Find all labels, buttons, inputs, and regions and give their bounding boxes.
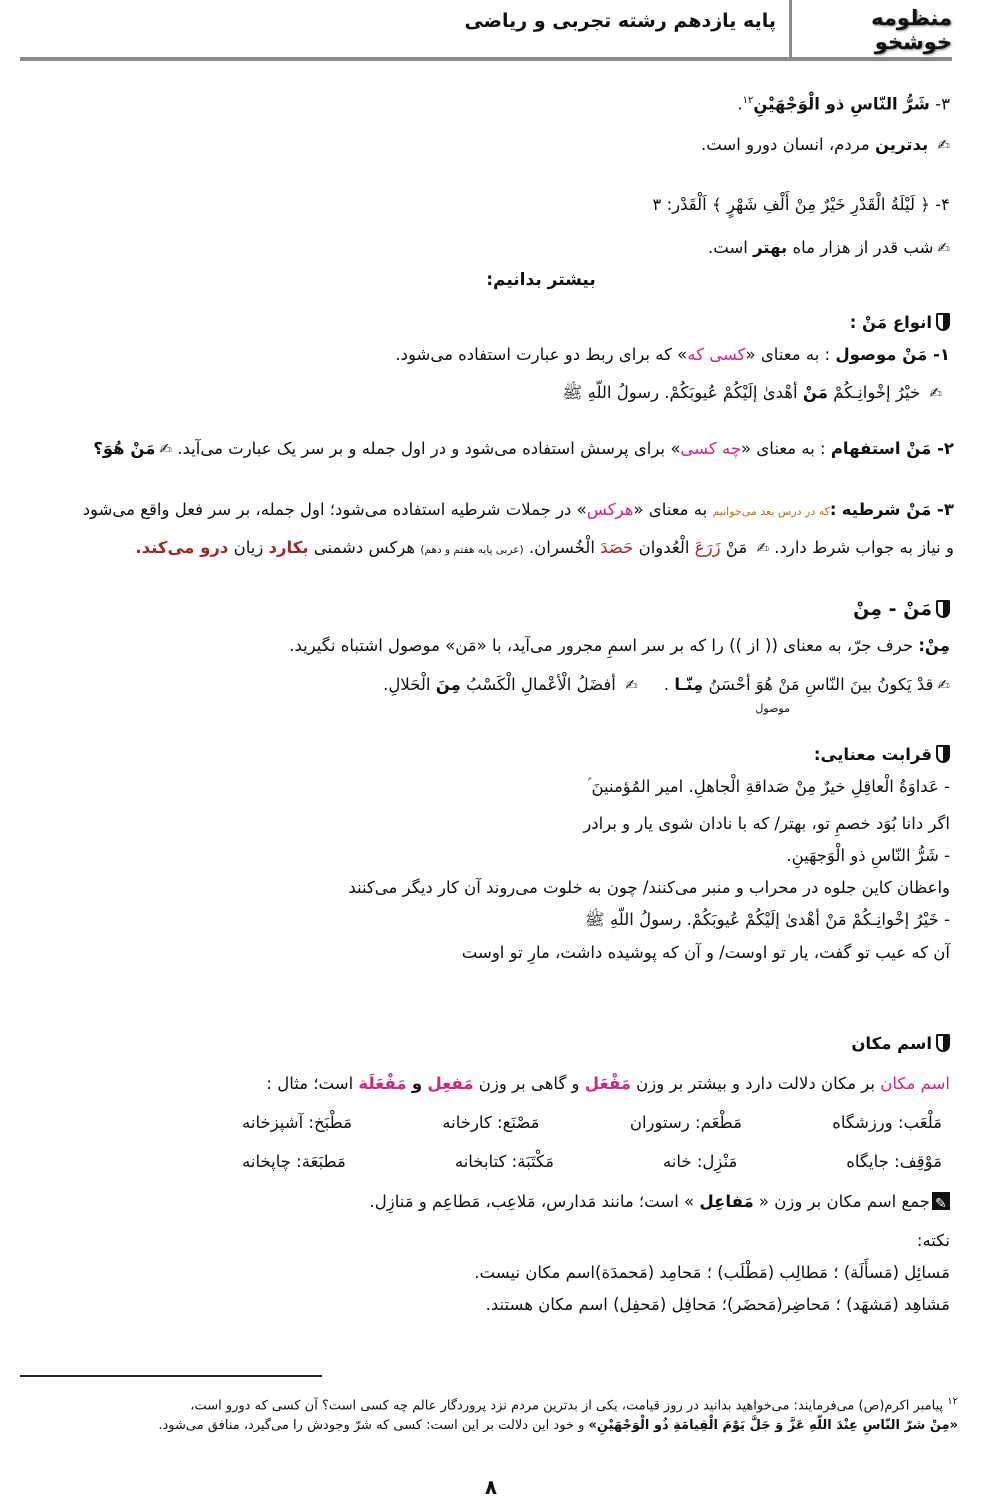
footnote-text: و خود این دلالت بر این است: کسی که شرّ وجودش را می‌گیرد، منافق می‌شود. (158, 1418, 585, 1433)
period: . (737, 94, 743, 114)
text: » است؛ مانند مَدارس، مَلاعِب، مَطاعِم و مَنازِل. (369, 1192, 695, 1211)
pencil-icon: ✍ (937, 676, 950, 694)
source-note: (عربی پایه هفتم و دهم) (420, 544, 524, 556)
translation: هرکس دشمنی (313, 538, 416, 557)
highlight-verb: زَرَعَ (694, 538, 721, 557)
footnote-text: پیامبر اکرم(ص) می‌فرمایند: می‌خواهید بدانید در روز قیامت، یکی از بدترین مردم نزد پروردگار عالم چه کسی است؟ آن کسی که دورو است، (190, 1398, 944, 1414)
types-heading (850, 310, 950, 336)
type-3-line-2 (135, 535, 954, 563)
pencil-icon: ✍ (937, 239, 950, 257)
type-label: ۳- مَنْ شرطیه (841, 500, 954, 519)
colon: : (829, 500, 837, 519)
term: مِنْ: (918, 636, 950, 655)
brand-title: منظومه خوشخو (871, 6, 952, 54)
text: : به معنای « (745, 345, 831, 364)
bold-word: مِنَ (435, 675, 461, 694)
note-line: مَشاهِد (مَشهَد) ؛ مَحاضِر(مَحضَر)؛ مَحافِل (مَحفِل) اسم مکان هستند. (485, 1295, 950, 1314)
arabic-text: مَنْ (725, 538, 748, 557)
text: و (411, 1074, 423, 1093)
shield-icon (936, 600, 950, 618)
quran-verse: ﴿ لَیْلَةُ الْقَدْرِ خَیْرٌ مِنْ أَلْفِ شَهْرٍ ﴾ (712, 195, 930, 214)
example: مَصْنَع: کارخانه (442, 1113, 540, 1132)
shield-icon (936, 1034, 950, 1052)
mawsul-label: موصول (755, 702, 790, 715)
text: و گاهی بر وزن (478, 1074, 580, 1093)
item-3 (737, 88, 950, 118)
semantic-line: - خَیْرُ إخْوانِـکُمْ مَنْ أهْدیٰ إلَیْکُمْ عُیوبَکُمْ. رسولُ اللّهِ ﷺ (584, 910, 950, 929)
shield-icon (936, 313, 950, 331)
semantic-line: آن که عیب تو گفت، یار تو اوست/ و آن که پوشیده داشت، مارِ تو اوست (461, 943, 950, 962)
text: است؛ مثال : (266, 1074, 354, 1093)
highlight-verb: حَصَدَ (600, 538, 634, 557)
highlight: اسم مکان (880, 1074, 950, 1093)
pencil-icon: ✍ (625, 676, 638, 694)
text: جمع اسم مکان بر وزن « (758, 1192, 930, 1211)
note-title: نکته: (916, 1231, 950, 1250)
side-note: که در درس بعد می‌خوانیم (712, 505, 830, 518)
highlight: هرکس (586, 500, 634, 519)
page-header (20, 0, 952, 60)
example: مَلْعَب: ورزشگاه (832, 1113, 942, 1132)
place-noun-intro (266, 1071, 950, 1097)
example: مَکْتَبَة: کتابخانه (454, 1152, 554, 1171)
type-label: ۱- مَنْ موصول (835, 345, 950, 364)
note-pencil-icon (932, 1192, 950, 1210)
highlight: کسی که (687, 345, 746, 364)
arabic-text: أفضَلُ الْأعْمالِ الْکَسْبُ (466, 675, 616, 694)
highlight: چه کسی (680, 439, 742, 458)
example: مَنْ هُوَ؟ (93, 439, 156, 458)
arabic-text: الْعُدوان (638, 538, 690, 557)
example: مَنْزِل: خانه (662, 1152, 738, 1171)
shield-icon (936, 745, 950, 763)
example: مَطبَعَة: چاپخانه (242, 1152, 346, 1171)
pattern: مَفْعَل (584, 1074, 631, 1093)
item-number: ۳- (935, 94, 950, 114)
arabic-text: الْخُسران. (528, 538, 595, 557)
semantic-heading (814, 742, 950, 768)
arabic-text: أهْدیٰ إلَیْکُمْ عُیوبَکُمْ. رسولُ اللّهِ ﷺ (562, 383, 798, 402)
type-3 (83, 497, 954, 525)
item-number: ۴- (935, 195, 950, 214)
type-label: ۲- مَنْ استفهام (830, 439, 954, 458)
place-noun-heading (851, 1031, 950, 1057)
verse-reference: اَلْقَدْر: ۳ (652, 195, 707, 214)
type-2 (93, 436, 954, 462)
arabic-text: الْحَلالِ. (383, 675, 431, 694)
bold-word: بدترین (874, 135, 929, 154)
footnote-rule (20, 1375, 322, 1377)
translation-text: مردم، انسان دورو است. (700, 135, 870, 154)
pencil-icon: ✍ (159, 440, 172, 458)
translation-text: شب قدر از هزار ماه (792, 238, 934, 257)
pencil-icon: ✍ (756, 539, 770, 557)
bold-word: بهتر (753, 238, 788, 257)
semantic-line: واعظان کاین جلوه در محراب و منبر می‌کنند/ چون به خلوت می‌روند آن کار دیگر می‌کنند (348, 878, 950, 897)
plural-rule (370, 1189, 950, 1215)
min-definition (289, 633, 950, 659)
semantic-line: اگر دانا بُوَد خصمِ تو، بهتر/ که با نادان شوی یار و برادر (583, 814, 950, 833)
header-subtitle: پایه یازدهم رشته تجربی و ریاضی (464, 10, 776, 32)
highlight: بکارد (268, 538, 309, 557)
hadith-text: «مِنْ شرّ النّاسِ عِنْدَ اللّهِ عَزَّ وَ جَلَّ یَوْمَ الْقِیامَةِ ذُو الْوَجْهَیْنِ» (588, 1418, 958, 1433)
semantic-line: - شَرُّ النّاسِ ذو الْوَجهَینِ. (786, 846, 950, 865)
man-min-examples (383, 672, 950, 698)
type-1 (395, 342, 950, 368)
type-1-example (562, 380, 942, 406)
translation-end: است. (708, 238, 748, 257)
example: مَطْعَم: رستوران (629, 1113, 742, 1132)
man-min-heading (853, 596, 950, 622)
bold-word: مَنْ (802, 383, 828, 402)
pencil-icon: ✍ (937, 136, 950, 154)
heading-text: قرابت معنایی: (813, 745, 932, 764)
item-3-translation (701, 132, 950, 158)
text: بر مکان دلالت دارد و بیشتر بر وزن (636, 1074, 876, 1093)
arabic-hadith: شَرُّ النّاسِ ذو الْوَجْهَیْنِ (753, 94, 930, 114)
section-title-more: بیشتر بدانیم: (486, 270, 596, 290)
semantic-line: - عَداوَةُ الْعاقِلِ خیرٌ مِنْ صَداقةِ الْجاهلِ. امیر المُؤمنینَ ؑ (587, 777, 950, 796)
text: : به معنای « (741, 439, 826, 458)
footnote-line-2 (158, 1414, 958, 1438)
heading-text: انواع مَنْ : (849, 313, 932, 332)
item-4-translation (708, 235, 950, 261)
definition: حرف جرّ، به معنای (( از )) را که بر سر اسمِ مجرور می‌آید، با «مَن» موصول اشتباه نگیرید. (289, 636, 914, 655)
footnote-number: ۱۲ (947, 1396, 958, 1407)
footnote-ref[interactable]: ۱۲ (742, 95, 754, 106)
page-number: ۸ (484, 1475, 498, 1499)
text: به معنای « (633, 500, 708, 519)
highlight: درو می‌کند. (135, 538, 229, 557)
pattern: مَفاعِل (699, 1192, 754, 1211)
text: » که برای ربط دو عبارت استفاده می‌شود. (395, 345, 688, 364)
example: مَوْقِف: جایگاه (846, 1152, 942, 1171)
text: و نیاز به جواب شرط دارد. (774, 538, 954, 557)
note-line: مَسائِل (مَسأَلَة) ؛ مَطالِب (مَطْلَب) ؛ مَحامِد (مَحمدَة)اسم مکان نیست. (474, 1263, 950, 1282)
example: مَطْبَخ: آشپزخانه (242, 1113, 352, 1132)
pattern: مَفعِل (427, 1074, 474, 1093)
arabic-text: خیْرُ إخْوانِـکُمْ (833, 383, 921, 402)
header-rule (20, 57, 952, 61)
examples-row-2 (242, 1149, 942, 1175)
pencil-icon: ✍ (929, 384, 942, 402)
pattern: مَفْعَلَة (358, 1074, 407, 1093)
heading-text: اسم مکان (851, 1034, 932, 1053)
header-divider (789, 0, 792, 60)
period: . (663, 675, 670, 694)
examples-row-1 (242, 1110, 942, 1136)
text: » برای پرسش استفاده می‌شود و در اول جمله و بر سر یک عبارت می‌آید. (177, 439, 681, 458)
bold-word: مِنّـا (674, 675, 704, 694)
translation: زیان (233, 538, 264, 557)
text: » در جملات شرطیه استفاده می‌شود؛ اول جمله، بر سر فعل واقع می‌شود (82, 500, 587, 519)
item-4 (653, 192, 951, 218)
heading-text: مَنْ - مِنْ (853, 598, 932, 620)
arabic-text: قدْ یَکونُ بینَ النّاسِ مَنْ هُوَ أحْسَنُ (708, 675, 934, 694)
